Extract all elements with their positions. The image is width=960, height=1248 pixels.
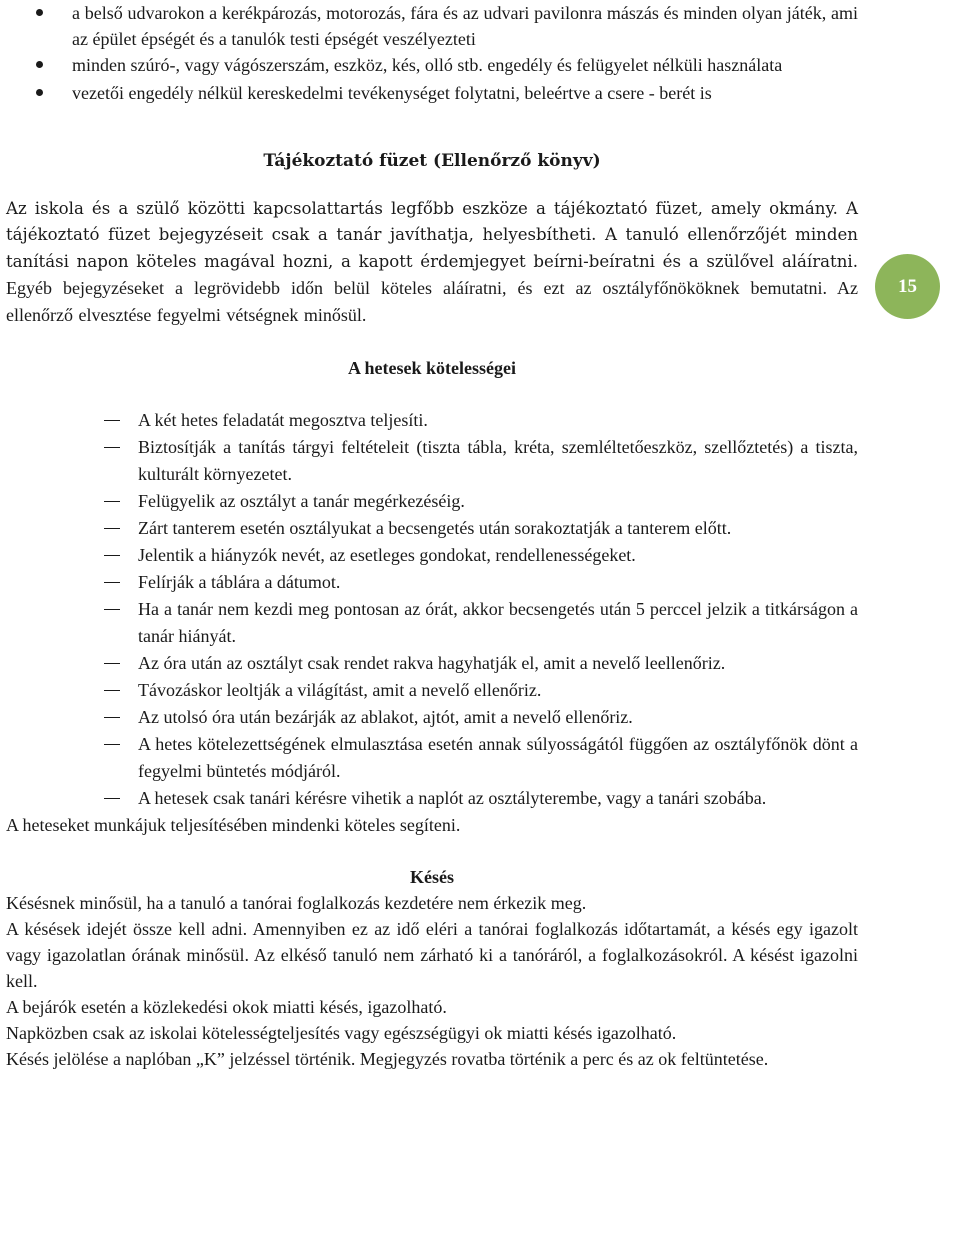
list-item (6, 515, 858, 542)
section-heading-keses: Késés (410, 867, 454, 887)
dash-icon (104, 717, 120, 718)
duty-text: Felírják a táblára a dátumot. (138, 572, 341, 592)
duty-text: Felügyelik az osztályt a tanár megérkezéséig. (138, 491, 465, 511)
duty-text: Biztosítják a tanítás tárgyi feltételeit (tiszta tábla, kréta, szemléltetőeszköz, szellőztetés) a tiszta, kulturált környezetet. (138, 437, 858, 484)
list-item (6, 52, 858, 78)
bullet-icon (36, 80, 46, 106)
list-item (6, 407, 858, 434)
bullet-text: a belső udvarokon a kerékpározás, motorozás, fára és az udvari pavilonra mászás és minden olyan játék, ami az épület épségét és a tanulók testi épségét veszélyezteti (72, 3, 858, 49)
bullet-icon (36, 0, 46, 26)
page-number: 15 (898, 275, 917, 297)
dash-icon (104, 609, 120, 610)
list-item (6, 785, 858, 812)
dash-icon (104, 690, 120, 691)
document-body (6, 0, 858, 1072)
duty-text: A két hetes feladatát megosztva teljesíti. (138, 410, 428, 430)
duty-text: Az utolsó óra után bezárják az ablakot, ajtót, amit a nevelő ellenőriz. (138, 707, 633, 727)
dash-icon (104, 555, 120, 556)
keses-paragraph: A késések idejét össze kell adni. Amennyiben ez az idő eléri a tanórai foglalkozás időtartamát, a késés egy igazolt vagy igazolatlan órának minősül. Az elkéső tanuló nem zárható ki a tanóráról, a foglalkozásokról. A késést igazolni kell. (6, 919, 858, 991)
list-item (6, 704, 858, 731)
keses-paragraph: Napközben csak az iskolai kötelességteljesítés vagy egészségügyi ok miatti késés igazolható. (6, 1023, 677, 1043)
dash-icon (104, 582, 120, 583)
list-item (6, 677, 858, 704)
duty-text: Az óra után az osztályt csak rendet rakva hagyhatják el, amit a nevelő leellenőriz. (138, 653, 726, 673)
dash-icon (104, 798, 120, 799)
list-item (6, 542, 858, 569)
list-item (6, 650, 858, 677)
keses-paragraph: Késésnek minősül, ha a tanuló a tanórai foglalkozás kezdetére nem érkezik meg. (6, 893, 587, 913)
duty-text: A hetesek csak tanári kérésre vihetik a naplót az osztályterembe, vagy a tanári szobába. (138, 788, 767, 808)
hetesek-closing: A heteseket munkájuk teljesítésében mindenki köteles segíteni. (6, 815, 461, 835)
list-item (6, 731, 858, 785)
list-item (6, 80, 858, 106)
bullet-list (6, 0, 858, 106)
duty-text: Ha a tanár nem kezdi meg pontosan az órát, akkor becsengetés után 5 perccel jelzik a titkárságon a tanár hiányát. (138, 599, 858, 646)
tajekoztato-text-a: Az iskola és a szülő közötti kapcsolattartás legfőbb eszköze a tájékoztató füzet, amely okmány. A tájékoztató füzet bejegyzéseit csak a tanár javíthatja, helyesbítheti. A tanuló ellenőrzőjét minden tanítási napon köteles magával hozni, a kapott érdemjegyet beírni-beíratni és a szülővel aláíratni. (6, 199, 858, 271)
duty-text: A hetes kötelezettségének elmulasztása esetén annak súlyosságától függően az osztályfőnök dönt a fegyelmi büntetés módjáról. (138, 734, 858, 781)
bullet-text: minden szúró-, vagy vágószerszám, eszköz, kés, olló stb. engedély és felügyelet nélküli használata (72, 55, 783, 75)
dash-icon (104, 447, 120, 448)
list-item (6, 569, 858, 596)
section-heading-hetesek: A hetesek kötelességei (348, 358, 516, 378)
dash-icon (104, 528, 120, 529)
page-number-badge (875, 254, 940, 319)
keses-paragraph: Késés jelölése a naplóban „K” jelzéssel történik. Megjegyzés rovatba történik a perc és az ok feltüntetése. (6, 1049, 769, 1069)
tajekoztato-text-b: Egyéb bejegyzéseket a legrövidebb időn belül köteles aláíratni, és ezt az osztályfőnököknek bemutatni. Az ellenőrző elvesztése fegyelmi vétségnek minősül. (6, 278, 858, 325)
duty-text: Jelentik a hiányzók nevét, az esetleges gondokat, rendellenességeket. (138, 545, 636, 565)
bullet-text: vezetői engedély nélkül kereskedelmi tevékenységet folytatni, beleértve a csere - berét is (72, 83, 712, 103)
duty-text: Zárt tanterem esetén osztályukat a becsengetés után sorakoztatják a tanterem előtt. (138, 518, 732, 538)
list-item (6, 488, 858, 515)
bullet-icon (36, 52, 46, 78)
dash-icon (104, 663, 120, 664)
keses-paragraph: A bejárók esetén a közlekedési okok miatti késés, igazolható. (6, 997, 447, 1017)
dash-icon (104, 501, 120, 502)
section-heading-tajekoztato: Tájékoztató füzet (Ellenőrző könyv) (263, 151, 601, 171)
duty-text: Távozáskor leoltják a világítást, amit a nevelő ellenőriz. (138, 680, 542, 700)
tajekoztato-paragraph (6, 196, 858, 329)
dash-icon (104, 420, 120, 421)
list-item (6, 0, 858, 52)
dash-icon (104, 744, 120, 745)
list-item (6, 434, 858, 488)
list-item (6, 596, 858, 650)
hetesek-duty-list (6, 407, 858, 812)
